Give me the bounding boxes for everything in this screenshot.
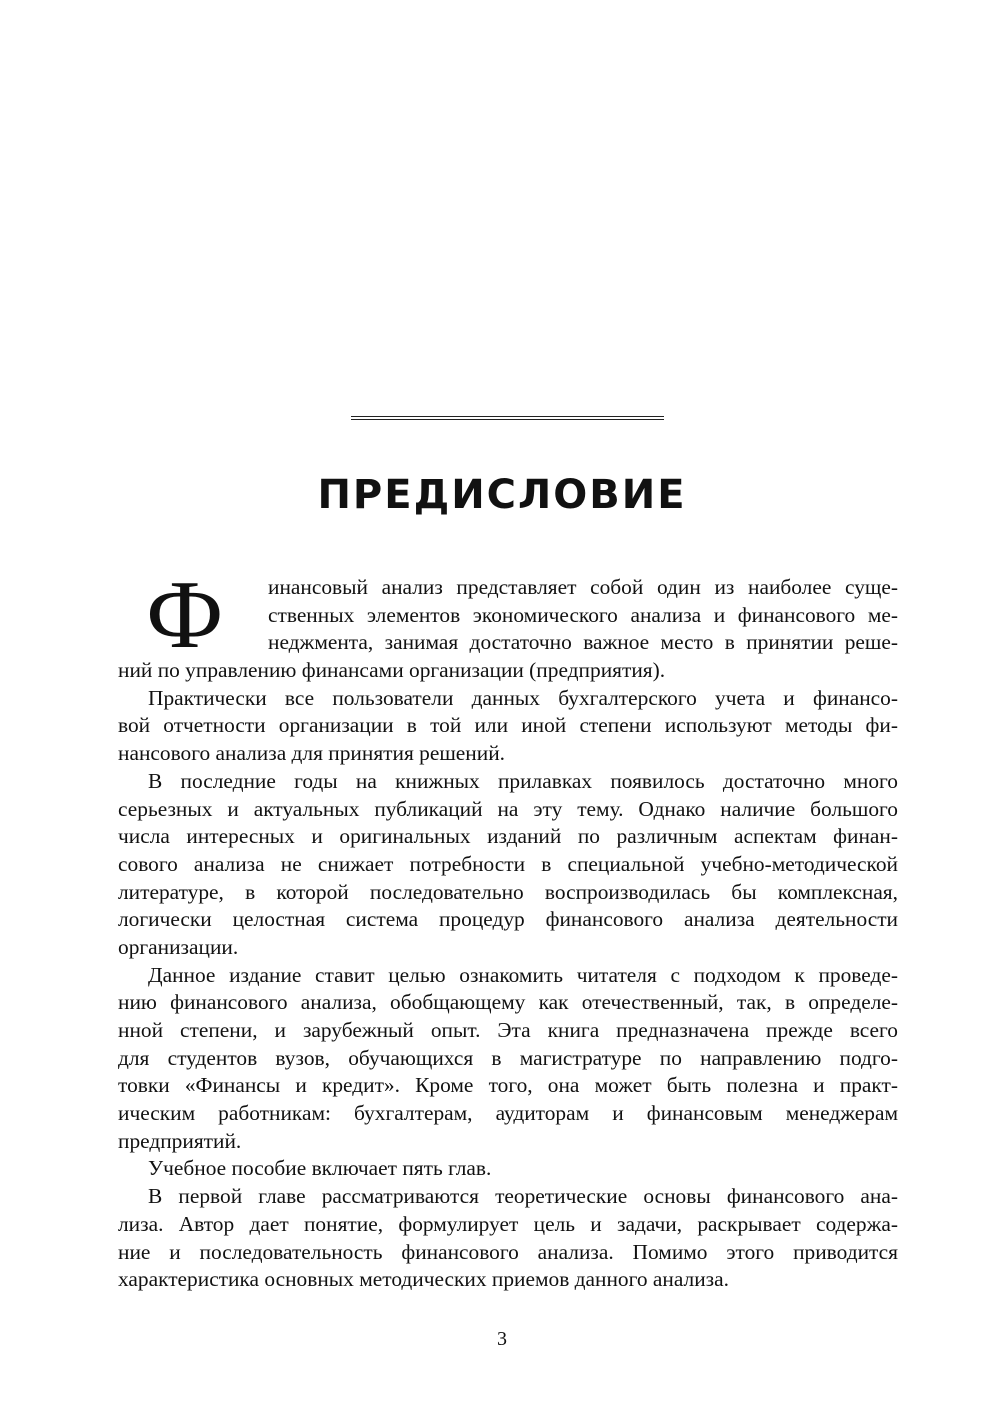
paragraph-3 <box>118 768 898 962</box>
text-line: организации. <box>118 934 239 959</box>
text-line: ний по управлению финансами организации (предприятия). <box>118 658 666 683</box>
text-line: неджмента, занимая достаточно важное место в принятии реше- <box>268 630 898 655</box>
text-line: инансовый анализ представляет собой один из наиболее суще- <box>268 575 898 599</box>
text-line: предприятий. <box>118 1128 242 1153</box>
title-rule-top <box>351 416 664 417</box>
text-line: серьезных и актуальных публикаций на эту тему. Однако наличие большого <box>118 796 898 821</box>
text-line: числа интересных и оригинальных изданий по различным аспектам финан- <box>118 824 898 849</box>
text-line: лиза. Автор дает понятие, формулирует цель и задачи, раскрывает содержа- <box>118 1211 898 1236</box>
text-line: характеристика основных методических приемов данного анализа. <box>118 1267 729 1292</box>
text-line: нансового анализа для принятия решений. <box>118 741 505 766</box>
text-line: нию финансового анализа, обобщающему как отечественный, так, в определе- <box>118 990 898 1015</box>
paragraph-1 <box>118 561 898 685</box>
drop-cap: Ф <box>146 561 224 669</box>
text-line: товки «Финансы и кредит». Кроме того, она может быть полезна и практ- <box>118 1073 898 1098</box>
text-line: В последние годы на книжных прилавках появилось достаточно много <box>148 768 898 793</box>
paragraph-2 <box>118 685 898 768</box>
text-line: В первой главе рассматриваются теоретические основы финансового ана- <box>148 1184 898 1209</box>
title-rule-bottom <box>351 419 664 420</box>
text-line: ственных элементов экономического анализа и финансового ме- <box>268 602 898 627</box>
text-line: Учебное пособие включает пять глав. <box>148 1156 492 1181</box>
text-line: ическим работникам: бухгалтерам, аудиторам и финансовым менеджерам <box>118 1101 898 1126</box>
text-line: вой отчетности организации в той или иной степени используют методы фи- <box>118 713 898 738</box>
paragraph-5 <box>118 1155 898 1183</box>
text-line: для студентов вузов, обучающихся в магистратуре по направлению подго- <box>118 1045 898 1070</box>
paragraph-4 <box>118 962 898 1156</box>
text-line: логически целостная система процедур финансового анализа деятельности <box>118 907 898 932</box>
text-line: Данное издание ставит целью ознакомить читателя с подходом к проведе- <box>148 962 898 987</box>
text-line: ние и последовательность финансового анализа. Помимо этого приводится <box>118 1239 898 1264</box>
text-line: Практически все пользователи данных бухгалтерского учета и финансо- <box>148 685 898 710</box>
page-number: 3 <box>497 1328 507 1350</box>
body-text <box>118 561 898 1294</box>
paragraph-6 <box>118 1183 898 1294</box>
text-line: сового анализа не снижает потребности в специальной учебно-методической <box>118 851 898 876</box>
page-title: ПРЕДИСЛОВИЕ <box>317 472 687 518</box>
text-line: нной степени, и зарубежный опыт. Эта книга предназначена прежде всего <box>118 1018 898 1042</box>
text-line: литературе, в которой последовательно воспроизводилась бы комплексная, <box>118 879 898 904</box>
